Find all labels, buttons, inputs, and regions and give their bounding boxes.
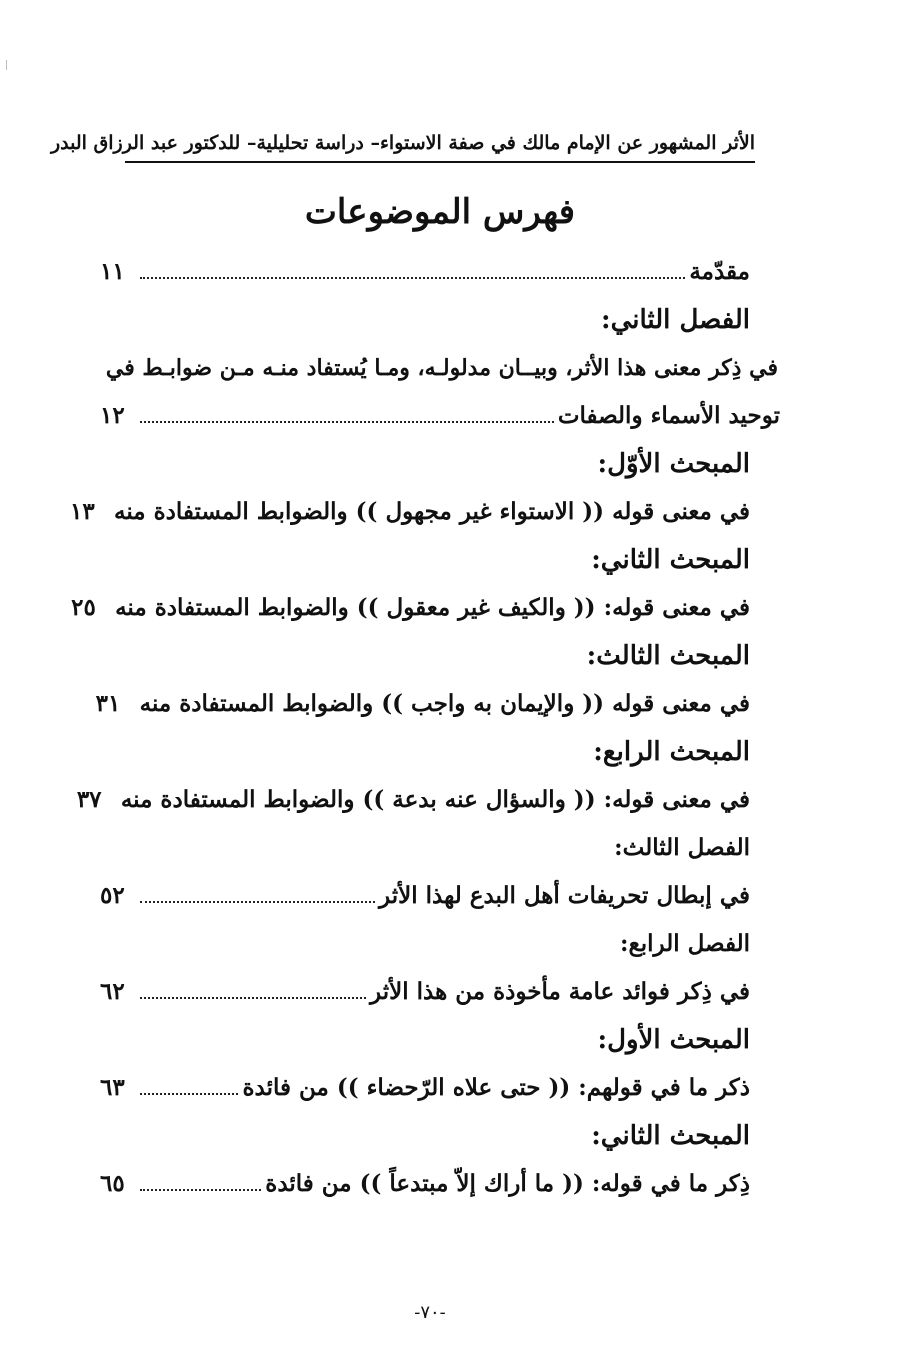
toc-entry-mabhath3[interactable] (95, 680, 750, 728)
dot-leader (140, 1079, 238, 1095)
toc-heading-fasl2: الفصل الثاني: (600, 305, 750, 335)
toc-heading-mabhath1: المبحث الأوّل: (597, 449, 750, 479)
toc-entry-f4-mabhath2[interactable] (100, 1160, 750, 1208)
toc-entry-mabhath1[interactable] (70, 488, 750, 536)
toc-page-number: ٦٥ (100, 1170, 125, 1197)
dot-leader (140, 983, 366, 999)
toc-heading-f4-mabhath2: المبحث الثاني: (591, 1121, 750, 1151)
header-rule (125, 161, 755, 163)
toc-entry-fasl3[interactable] (100, 872, 750, 920)
toc-heading-mabhath3: المبحث الثالث: (586, 641, 750, 671)
dot-leader (140, 263, 685, 279)
dot-leader (140, 887, 375, 903)
toc-page-number: ٦٣ (100, 1074, 125, 1101)
toc-page-number: ١١ (100, 258, 125, 285)
toc-entry-mabhath4[interactable] (76, 776, 750, 824)
toc-entry-text: في ذِكر فوائد عامة مأخوذة من هذا الأثر (370, 978, 750, 1005)
toc-entry-f4-mabhath1[interactable] (100, 1064, 750, 1112)
toc-heading-f4-mabhath1: المبحث الأول: (597, 1025, 750, 1055)
toc-page-number: ٥٢ (100, 882, 125, 909)
toc-page-number: ١٣ (70, 498, 95, 525)
page-title: فهرس الموضوعات (304, 192, 576, 232)
toc-entry-text: ذكر ما في قولهم: (( حتى علاه الرّحضاء )) من فائدة (242, 1074, 750, 1101)
toc-entry-text: في معنى قوله: (( والكيف غير معقول )) والضوابط المستفادة منه (115, 594, 750, 621)
toc-page-number: ٣٧ (76, 786, 102, 813)
toc-entry-fasl2-line1[interactable]: في ذِكر معنى هذا الأثر، وبيــان مدلولـه، ومـا يُستفاد منـه مـن ضوابـط في (105, 355, 778, 381)
toc-heading-mabhath2: المبحث الثاني: (591, 545, 750, 575)
toc-entry-text: مقدّمة (689, 258, 750, 285)
toc-page-number: ٦٢ (100, 978, 125, 1005)
margin-mark (6, 60, 7, 70)
toc-entry-text: في معنى قوله: (( والسؤال عنه بدعة )) والضوابط المستفادة منه (120, 786, 750, 813)
dot-leader (140, 1175, 261, 1191)
toc-entry-intro[interactable] (100, 248, 750, 296)
table-of-contents (70, 248, 780, 1208)
toc-entry-fasl2-line2[interactable] (100, 392, 780, 440)
page-number: -٧٠- (414, 1302, 446, 1323)
running-header: الأثر المشهور عن الإمام مالك في صفة الاستواء– دراسة تحليلية– للدكتور عبد الرزاق البدر (50, 132, 755, 154)
toc-entry-text: في معنى قوله (( الاستواء غير مجهول )) والضوابط المستفادة منه (114, 498, 750, 525)
toc-page-number: ٢٥ (71, 594, 96, 621)
toc-entry-text: في معنى قوله (( والإيمان به واجب )) والضوابط المستفادة منه (139, 690, 750, 717)
toc-entry-text: ذِكر ما في قوله: (( ما أراك إلاّ مبتدعاً )) من فائدة (265, 1170, 750, 1197)
toc-heading-fasl4: الفصل الرابع: (619, 930, 750, 957)
toc-heading-fasl3: الفصل الثالث: (614, 834, 750, 861)
toc-page-number: ٣١ (95, 690, 121, 717)
toc-entry-mabhath2[interactable] (71, 584, 750, 632)
dot-leader (140, 407, 554, 423)
toc-entry-fasl4[interactable] (100, 968, 750, 1016)
toc-page-number: ١٢ (100, 402, 125, 429)
toc-entry-text: توحيد الأسماء والصفات (557, 402, 780, 429)
toc-heading-mabhath4: المبحث الرابع: (593, 737, 750, 767)
toc-entry-text: في إبطال تحريفات أهل البدع لهذا الأثر (379, 882, 750, 909)
